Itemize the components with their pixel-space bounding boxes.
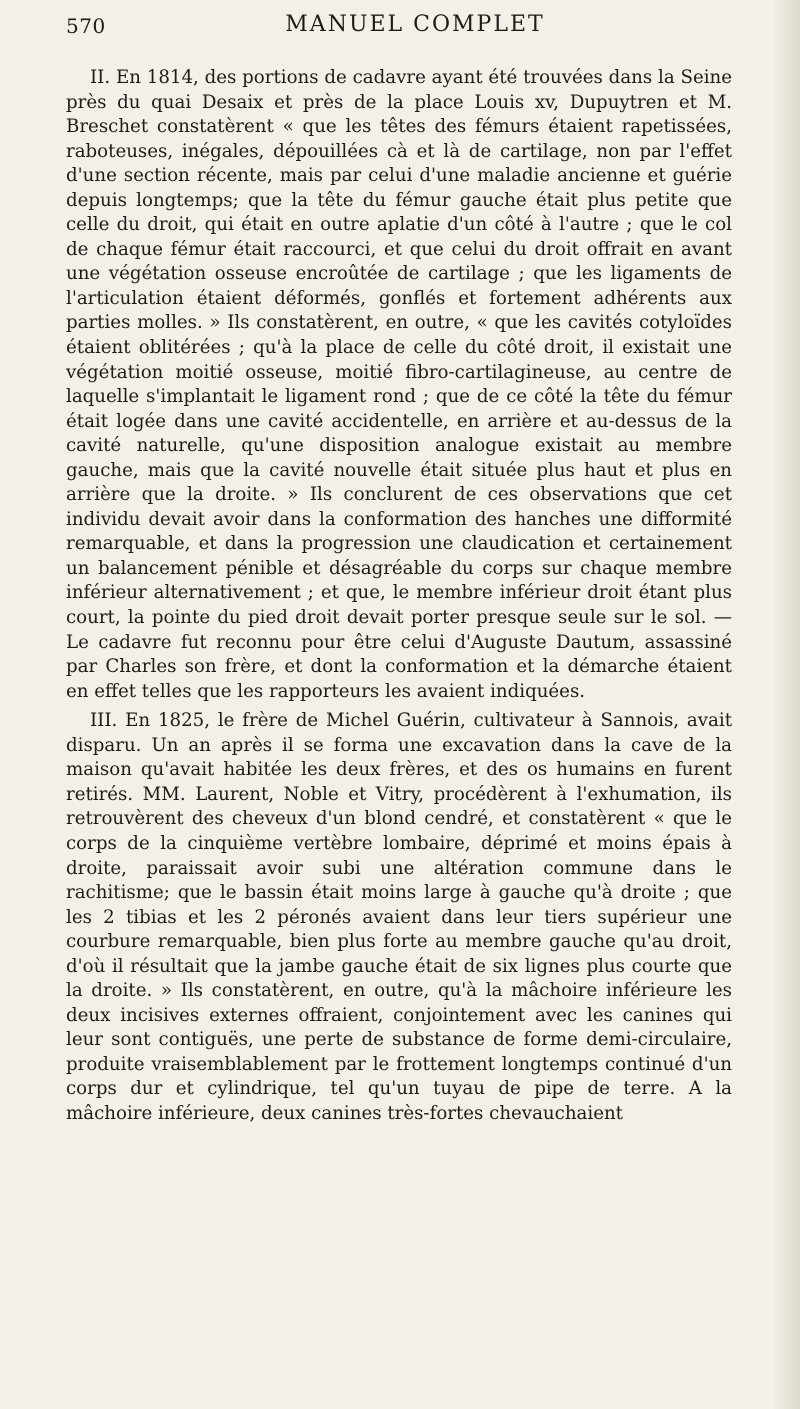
- body-text: [66, 66, 732, 1127]
- paragraph-case-iii: III. En 1825, le frère de Michel Guérin, cultivateur à Sannois, avait disparu. Un an après il se forma une excavation dans la cave de la maison qu'avait habitée les deux frères, et des os humains en furent retirés. MM. Laurent, Noble et Vitry, procédèrent à l'exhumation, ils retrouvèrent des cheveux d'un blond cendré, et constatèrent « que le corps de la cinquième vertèbre lombaire, déprimé et moins épais à droite, paraissait avoir subi une altération commune dans le rachitisme; que le bassin était moins large à gauche qu'à droite ; que les 2 tibias et les 2 péronés avaient dans leur tiers supérieur une courbure remarquable, bien plus forte au membre gauche qu'au droit, d'où il résultait que la jambe gauche était de six lignes plus courte que la droite. » Ils constatèrent, en outre, qu'à la mâchoire inférieure les deux incisives externes offraient, conjointement avec les canines qui leur sont contiguës, une perte de substance de forme demi-circulaire, produite vraisemblablement par le frottement longtemps continué d'un corps dur et cylindrique, tel qu'un tuyau de pipe de terre. A la mâchoire inférieure, deux canines très-fortes chevauchaient: [66, 710, 732, 1124]
- page-number: 570: [66, 14, 106, 38]
- page-edge-shadow: [772, 0, 800, 1409]
- page-header: [0, 8, 800, 48]
- running-title: MANUEL COMPLET: [285, 12, 545, 37]
- paragraph-case-ii: II. En 1814, des portions de cadavre ayant été trouvées dans la Seine près du quai Desaix et près de la place Louis xv, Dupuytren et M. Breschet constatèrent « que les têtes des fémurs étaient rapetissées, raboteuses, inégales, dépouillées cà et là de cartilage, non par l'effet d'une section récente, mais par celui d'une maladie ancienne et guérie depuis longtemps; que la tête du fémur gauche était plus petite que celle du droit, qui était en outre aplatie d'un côté à l'autre ; que le col de chaque fémur était raccourci, et que celui du droit offrait en avant une végétation osseuse encroûtée de cartilage ; que les ligaments de l'articulation étaient déformés, gonflés et fortement adhérents aux parties molles. » Ils constatèrent, en outre, « que les cavités cotyloïdes étaient oblitérées ; qu'à la place de celle du côté droit, il existait une végétation moitié osseuse, moitié fibro-cartilagineuse, au centre de laquelle s'implantait le ligament rond ; que de ce côté la tête du fémur était logée dans une cavité accidentelle, en arrière et au-dessus de la cavité naturelle, qu'une disposition analogue existait au membre gauche, mais que la cavité nouvelle était située plus haut et plus en arrière que la droite. » Ils conclurent de ces observations que cet individu devait avoir dans la conformation des hanches une difformité remarquable, et dans la progression une claudication et certainement un balancement pénible et désagréable du corps sur chaque membre inférieur alternativement ; et que, le membre inférieur droit étant plus court, la pointe du pied droit devait porter presque seule sur le sol. — Le cadavre fut reconnu pour être celui d'Auguste Dautum, assassiné par Charles son frère, et dont la conformation et la démarche étaient en effet telles que les rapporteurs les avaient indiquées.: [66, 67, 732, 702]
